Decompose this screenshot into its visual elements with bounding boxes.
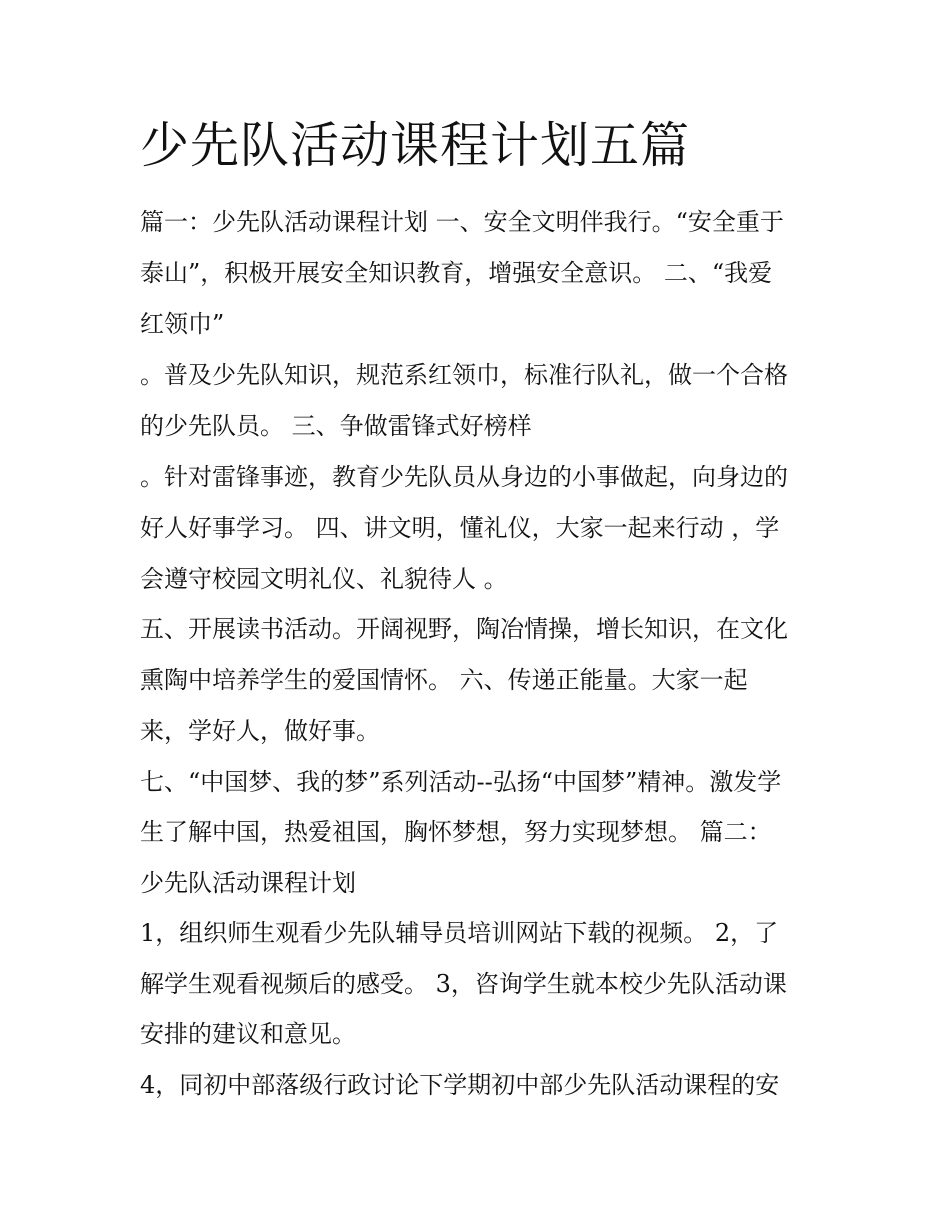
text-line: 生了解中国，热爱祖国，胸怀梦想，努力实现梦想。 篇二： — [140, 818, 772, 846]
text-line: 1，组织师生观看少先队辅导员培训网站下载的视频。 2，了 — [140, 919, 779, 947]
text-line: 。针对雷锋事迹，教育少先队员从身边的小事做起，向身边的 — [140, 463, 788, 491]
text-line: 熏陶中培养学生的爱国情怀。 六、传递正能量。大家一起 — [140, 666, 748, 694]
text-line: 少先队活动课程计划 — [140, 869, 356, 897]
text-line: 七、“中国梦、我的梦”系列活动--弘扬“中国梦”精神。激发学 — [140, 768, 782, 796]
text-line: 红领巾” — [140, 310, 225, 338]
text-line: 安排的建议和意见。 — [140, 1020, 356, 1048]
text-line: 的少先队员。 三、争做雷锋式好榜样 — [140, 412, 532, 440]
text-line: 4，同初中部落级行政讨论下学期初中部少先队活动课程的安 — [140, 1071, 780, 1099]
text-line: 。普及少先队知识，规范系红领巾，标准行队礼，做一个合格 — [140, 361, 788, 389]
text-line: 好人好事学习。 四、讲文明，懂礼仪，大家一起来行动 ，学 — [140, 514, 780, 542]
text-line: 解学生观看视频后的感受。 3，咨询学生就本校少先队活动课 — [140, 970, 787, 998]
text-line: 篇一：少先队活动课程计划 一、安全文明伴我行。“安全重于 — [140, 208, 784, 236]
text-line: 泰山”，积极开展安全知识教育，增强安全意识。 二、“我爱 — [140, 259, 773, 287]
text-line: 五、开展读书活动。开阔视野，陶冶情操，增长知识，在文化 — [140, 615, 788, 643]
document-title: 少先队活动课程计划五篇 — [140, 117, 691, 174]
text-line: 会遵守校园文明礼仪、礼貌待人 。 — [140, 565, 508, 593]
text-line: 来，学好人，做好事。 — [140, 717, 380, 745]
